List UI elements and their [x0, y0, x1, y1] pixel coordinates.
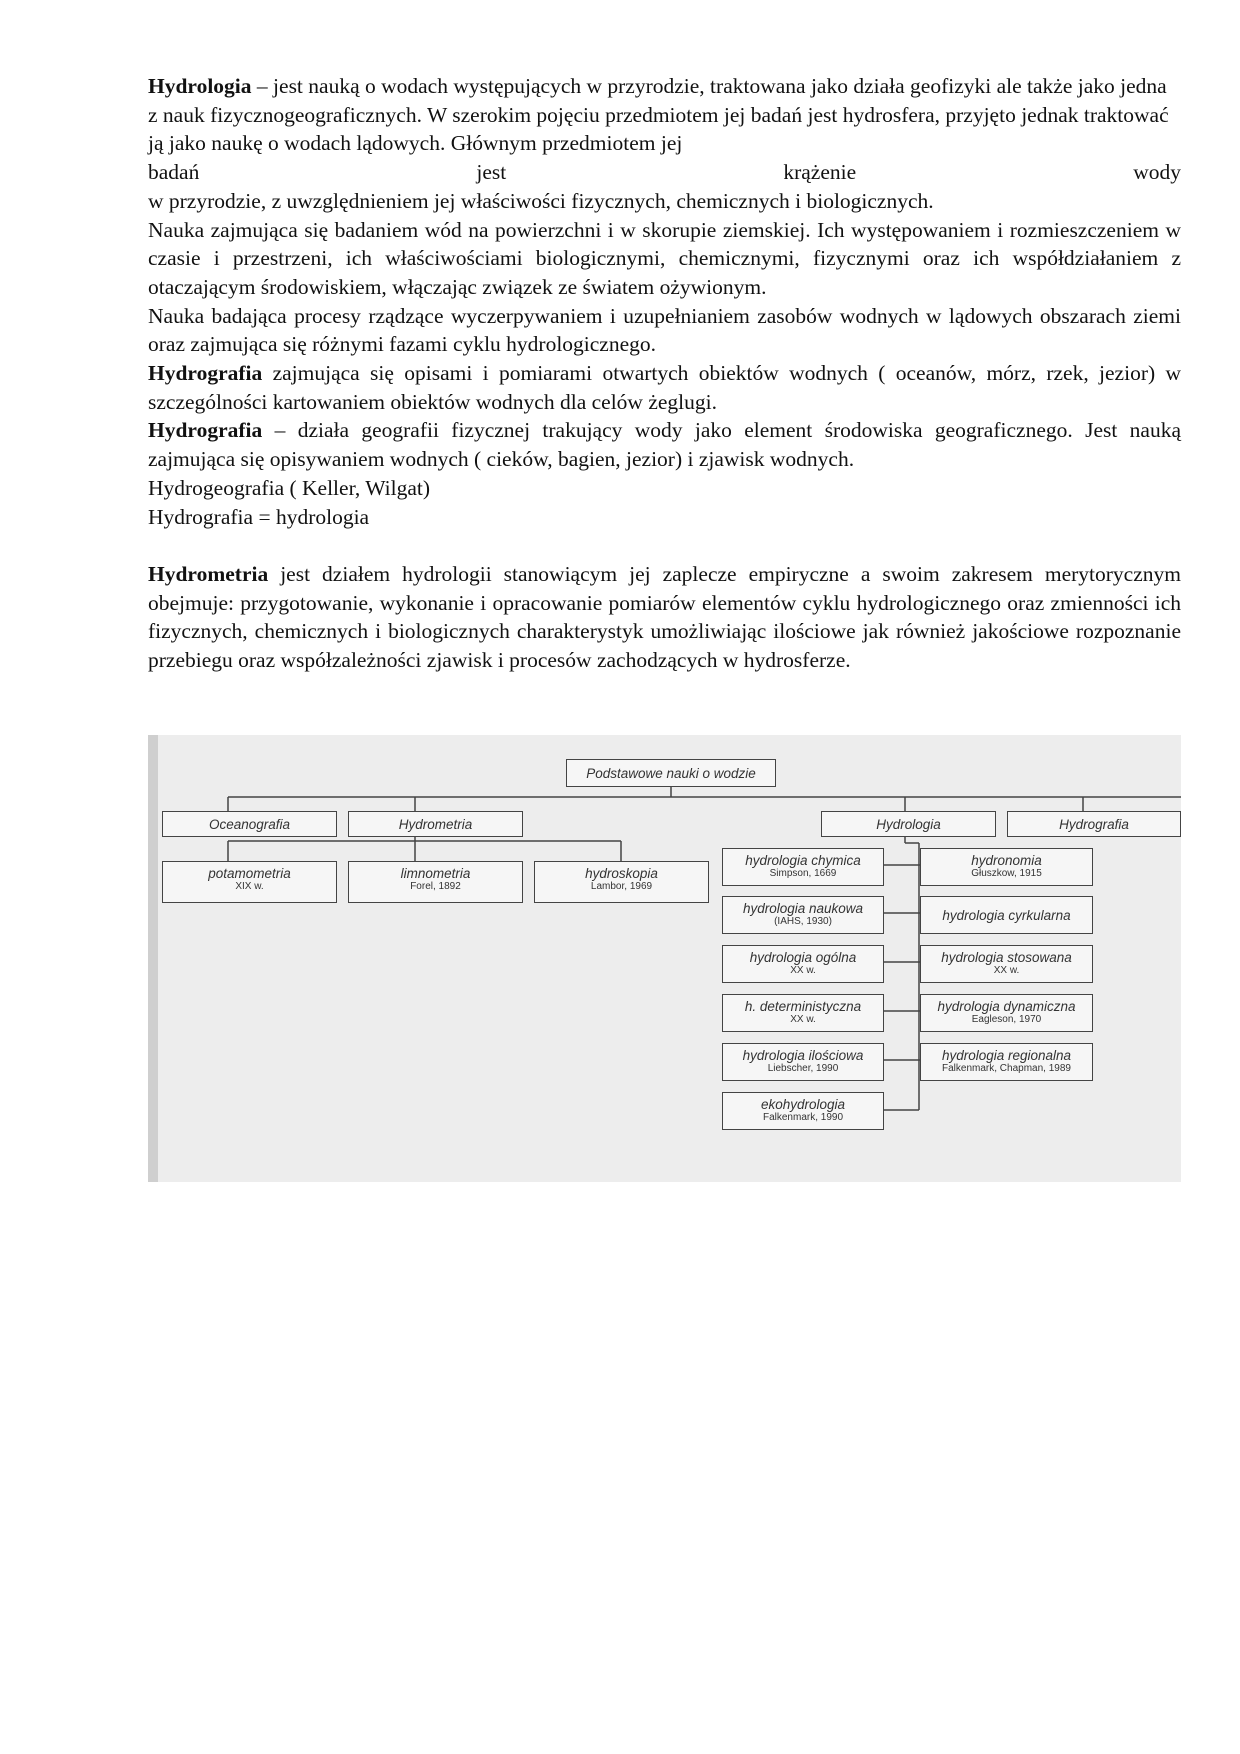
word: badań: [148, 160, 200, 185]
box-label: ekohydrologia: [760, 1097, 846, 1112]
word: jest: [476, 160, 507, 185]
box-oceanografia: [162, 811, 337, 837]
box-hydrografia: [1007, 811, 1181, 837]
document-text: [148, 72, 1181, 675]
box-note: Falkenmark, Chapman, 1989: [942, 1063, 1071, 1074]
box-note: Forel, 1892: [410, 881, 461, 892]
box-hydrologia-naukowa: [722, 896, 884, 934]
box-note: XX w.: [790, 1014, 816, 1025]
box-label: hydrologia cyrkularna: [942, 907, 1071, 923]
box-hydrometria: [348, 811, 523, 837]
box-label: Hydrografia: [1059, 816, 1129, 832]
box-hydrologia-dynamiczna: [920, 994, 1093, 1032]
box-ekohydrologia: [722, 1092, 884, 1130]
box-note: Głuszkow, 1915: [971, 868, 1042, 879]
term-hydrologia: Hydrologia: [148, 74, 252, 98]
box-hydroskopia: [534, 861, 709, 903]
box-note: Liebscher, 1990: [767, 1063, 839, 1074]
box-hydronomia: [920, 848, 1093, 886]
box-hydrologia-stosowana: [920, 945, 1093, 983]
box-hydrologia-regionalna: [920, 1043, 1093, 1081]
spacer: [148, 531, 1181, 560]
paragraph-text: zajmująca się opisami i pomiarami otwartych obiektów wodnych ( oceanów, mórz, rzek, jezior) w szczególności kartowaniem obiektów wodnych dla celów żeglugi.: [148, 361, 1181, 414]
word: krążenie: [783, 160, 857, 185]
box-label: hydroskopia: [585, 866, 658, 881]
box-label: hydrologia dynamiczna: [937, 999, 1076, 1014]
box-label: hydrologia stosowana: [941, 950, 1072, 965]
box-note: Eagleson, 1970: [971, 1014, 1042, 1025]
box-note: XIX w.: [235, 881, 264, 892]
justified-line: [148, 158, 1181, 187]
word: wody: [1133, 160, 1181, 185]
box-hydrologia-chymica: [722, 848, 884, 886]
box-label: Hydrologia: [876, 816, 941, 832]
box-label: hydrologia ogólna: [749, 950, 857, 965]
box-note: XX w.: [790, 965, 816, 976]
box-hydrologia-ilosciowa: [722, 1043, 884, 1081]
box-root: [566, 759, 776, 787]
box-note: (IAHS, 1930): [774, 916, 832, 927]
box-label: hydrologia chymica: [745, 853, 861, 868]
box-label: h. deterministyczna: [744, 999, 862, 1014]
paragraph-hydrografia-2: [148, 416, 1181, 473]
term-hydrometria: Hydrometria: [148, 561, 269, 586]
box-label: potamometria: [208, 866, 291, 881]
box-label: Podstawowe nauki o wodzie: [586, 765, 756, 781]
box-note: Falkenmark, 1990: [762, 1112, 844, 1123]
paragraph-text: – działa geografii fizycznej trakujący wody jako element środowiska geograficznego. Jest nauką zajmująca się opisywaniem wodnych ( cieków, bagien, jezior) i zjawisk wodnych.: [148, 418, 1181, 472]
box-note: Lambor, 1969: [590, 881, 653, 892]
paragraph-text: – jest nauką o wodach występujących w przyrodzie, traktowana jako działa geofizyki ale także jako jedna z nauk fizycznogeograficznych. W szerokim pojęciu przedmiotem jej badań jest hydrosfera, przyjęto jednak traktować ją jako naukę o wodach lądowych. Głównym przedmiotem jej: [148, 74, 1169, 156]
box-hydrologia-ogolna: [722, 945, 884, 983]
scan-edge: [148, 735, 158, 1182]
box-hydrologia-cyrkularna: [920, 896, 1093, 934]
box-label: hydrologia regionalna: [941, 1048, 1072, 1063]
paragraph-hydrologia: [148, 72, 1181, 158]
box-note: XX w.: [993, 965, 1020, 976]
paragraph-hydrometria: [148, 560, 1181, 675]
paragraph-text: w przyrodzie, z uwzględnieniem jej właściwości fizycznych, chemicznych i biologicznych.: [148, 188, 934, 213]
paragraph-hydrografia-1: [148, 359, 1181, 416]
diagram-basic-water-sciences: [148, 735, 1181, 1182]
box-label: hydrologia naukowa: [742, 901, 864, 916]
box-label: hydronomia: [971, 853, 1042, 868]
box-label: Oceanografia: [208, 816, 291, 832]
paragraph-definition-3: Nauka badająca procesy rządzące wyczerpywaniem i uzupełnianiem zasobów wodnych w lądowych obszarach ziemi oraz zajmująca się różnymi fazami cyklu hydrologicznego.: [148, 303, 1181, 357]
box-label: Hydrometria: [398, 816, 473, 832]
paragraph-equation: Hydrografia = hydrologia: [148, 504, 370, 529]
box-hydrologia: [821, 811, 996, 837]
term-hydrografia: Hydrografia: [148, 361, 263, 386]
box-label: hydrologia ilościowa: [742, 1048, 864, 1063]
paragraph-hydrogeografia: Hydrogeografia ( Keller, Wilgat): [148, 475, 431, 500]
term-hydrografia: Hydrografia: [148, 418, 263, 443]
box-limnometria: [348, 861, 523, 903]
box-potamometria: [162, 861, 337, 903]
box-h-deterministyczna: [722, 994, 884, 1032]
box-note: Simpson, 1669: [769, 868, 837, 879]
paragraph-text: jest działem hydrologii stanowiącym jej zaplecze empiryczne a swoim zakresem merytorycznym obejmuje: przygotowanie, wykonanie i opracowanie pomiarów elementów cyklu hydrologicznego oraz zmienności ich fizycznych, chemicznych i biologicznych charakterystyk umożliwiając ilościowe jak również jakościowe rozpoznanie przebiegu oraz współzależności zjawisk i procesów zachodzących w hydrosferze.: [148, 561, 1181, 673]
paragraph-definition-2: Nauka zajmująca się badaniem wód na powierzchni i w skorupie ziemskiej. Ich występowaniem i rozmieszczeniem w czasie i przestrzeni, ich właściwościami biologicznymi, chemicznymi, fizycznymi oraz ich współdziałaniem z otaczającym środowiskiem, włączając związek ze światem ożywionym.: [148, 217, 1181, 299]
box-label: limnometria: [400, 866, 471, 881]
